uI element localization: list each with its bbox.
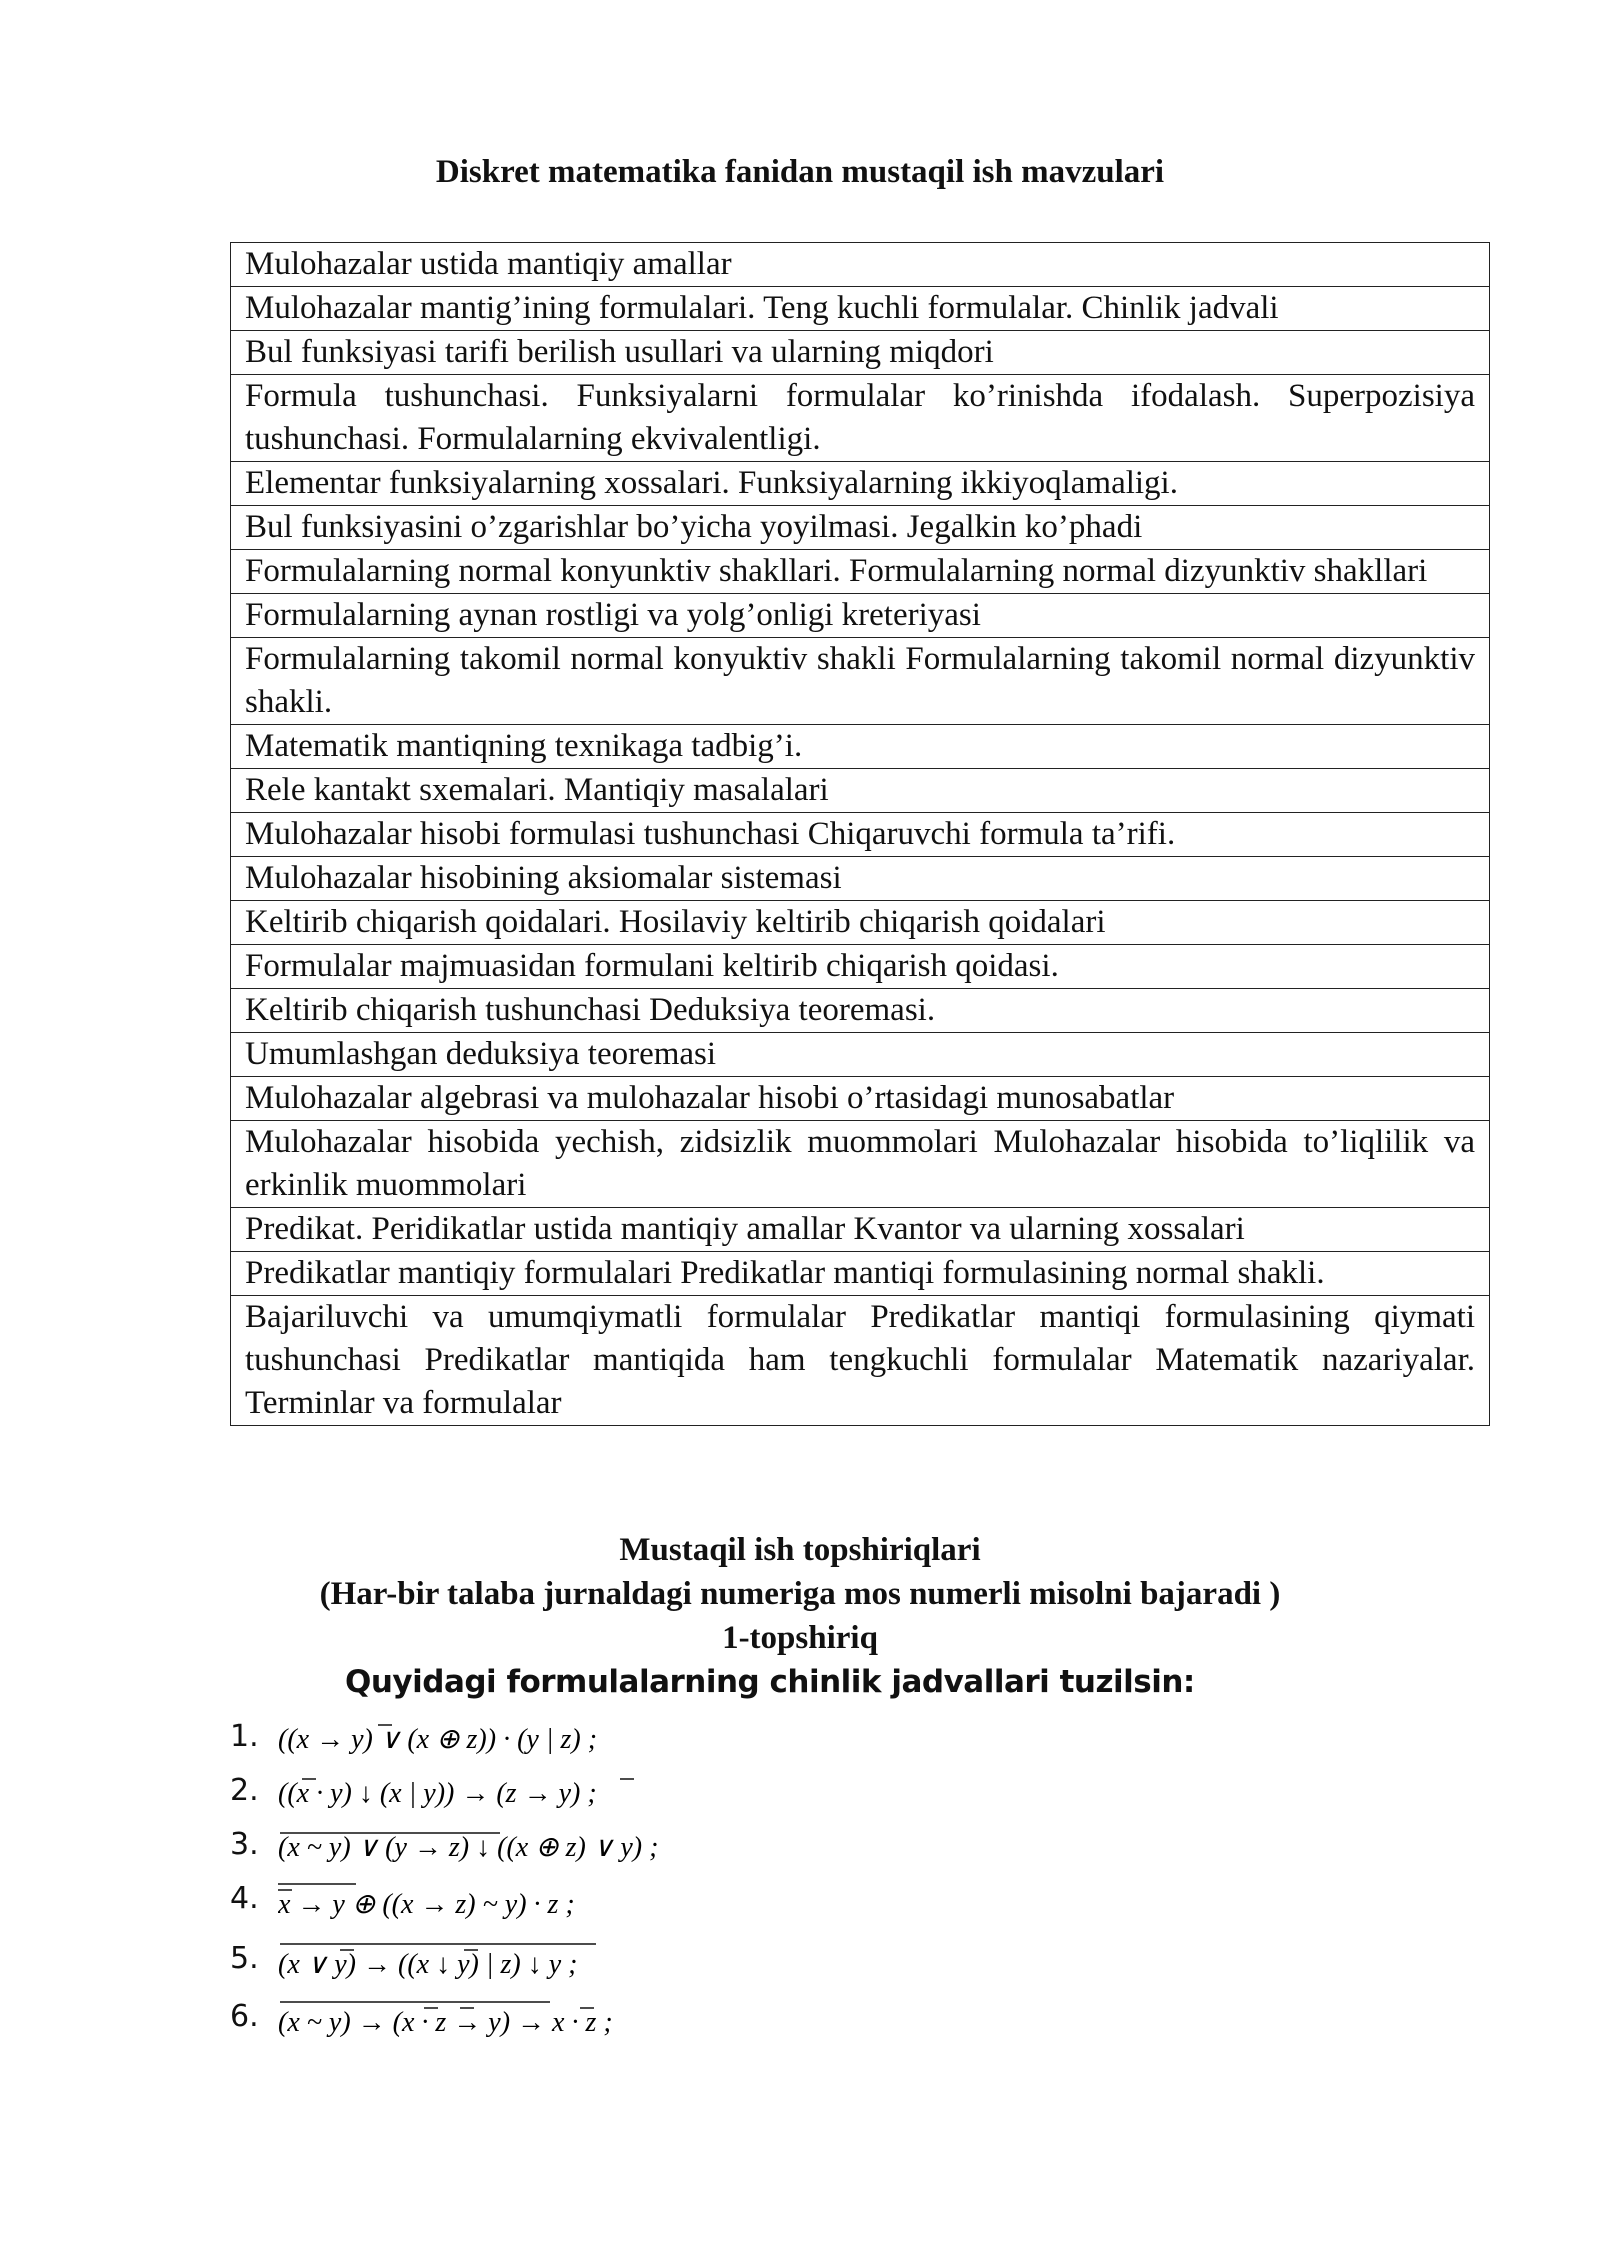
exercise-item xyxy=(230,1822,758,1867)
topic-cell: Formulalarning takomil normal konyuktiv shakli Formulalarning takomil normal dizyunktiv shakli. xyxy=(231,638,1490,725)
exercise-number: 3. xyxy=(230,1827,259,1862)
task-instruction: Quyidagi formulalarning chinlik jadvallari tuzilsin: xyxy=(345,1664,1195,1700)
exercise-number: 2. xyxy=(230,1773,259,1808)
exercise-number: 6. xyxy=(230,1999,259,2034)
table-row xyxy=(231,989,1490,1033)
table-row xyxy=(231,725,1490,769)
table-row xyxy=(231,375,1490,462)
table-row xyxy=(231,1296,1490,1426)
formula-3 xyxy=(278,1827,758,1867)
table-row xyxy=(231,769,1490,813)
svg-text:((x → y) ∨ (x ⊕ z)) · (y | z): ((x → y) ∨ (x ⊕ z)) · (y | z) ; xyxy=(278,1723,598,1755)
table-row xyxy=(231,594,1490,638)
formula-5 xyxy=(278,1938,698,1984)
table-row xyxy=(231,857,1490,901)
table-row xyxy=(231,1208,1490,1252)
topic-cell: Mulohazalar hisobining aksiomalar sistemasi xyxy=(231,857,1490,901)
topic-cell: Rele kantakt sxemalari. Mantiqiy masalalari xyxy=(231,769,1490,813)
svg-text:(x ~ y) ∨ (y → z) ↓ ((x ⊕ z) ∨: (x ~ y) ∨ (y → z) ↓ ((x ⊕ z) ∨ y) ; xyxy=(278,1831,659,1863)
topic-cell: Bajariluvchi va umumqiymatli formulalar Predikatlar mantiqi formulasining qiymati tushunchasi Predikatlar mantiqida ham tengkuchli formulalar Matematik nazariyalar. Terminlar va formulalar xyxy=(231,1296,1490,1426)
exercise-item xyxy=(230,1768,718,1813)
table-row xyxy=(231,1033,1490,1077)
table-row xyxy=(231,243,1490,287)
table-row xyxy=(231,945,1490,989)
topic-cell: Matematik mantiqning texnikaga tadbig’i. xyxy=(231,725,1490,769)
exercise-item xyxy=(230,1876,678,1924)
table-row xyxy=(231,901,1490,945)
table-row xyxy=(231,331,1490,375)
assignments-heading: Mustaqil ish topshiriqlari xyxy=(619,1532,981,1568)
table-row xyxy=(231,506,1490,550)
topic-cell: Formulalarning normal konyunktiv shakllari. Formulalarning normal dizyunktiv shakllari xyxy=(231,550,1490,594)
svg-text:x → y ⊕ ((x → z) ~ y) · z ;: x → y ⊕ ((x → z) ~ y) · z ; xyxy=(278,1888,576,1920)
topic-cell: Mulohazalar ustida mantiqiy amallar xyxy=(231,243,1490,287)
svg-text:(x ~ y) → (x · z → y) → x · z: (x ~ y) → (x · z → y) → x · z ; xyxy=(278,2006,614,2038)
table-row xyxy=(231,1252,1490,1296)
topic-cell: Predikatlar mantiqiy formulalari Predikatlar mantiqi formulasining normal shakli. xyxy=(231,1252,1490,1296)
exercise-number: 4. xyxy=(230,1881,259,1916)
topic-cell: Formulalarning aynan rostligi va yolg’onligi kreteriyasi xyxy=(231,594,1490,638)
topics-table xyxy=(230,242,1490,1426)
topic-cell: Predikat. Peridikatlar ustida mantiqiy amallar Kvantor va ularning xossalari xyxy=(231,1208,1490,1252)
table-row xyxy=(231,462,1490,506)
topic-cell: Bul funksiyasi tarifi berilish usullari va ularning miqdori xyxy=(231,331,1490,375)
topic-cell: Formula tushunchasi. Funksiyalarni formulalar ko’rinishda ifodalash. Superpozisiya tushunchasi. Formulalarning ekvivalentligi. xyxy=(231,375,1490,462)
exercise-item xyxy=(230,1936,698,1984)
task-label: 1-topshiriq xyxy=(722,1620,878,1656)
topic-cell: Mulohazalar mantig’ining formulalari. Teng kuchli formulalar. Chinlik jadvali xyxy=(231,287,1490,331)
topic-cell: Keltirib chiqarish tushunchasi Deduksiya teoremasi. xyxy=(231,989,1490,1033)
topic-cell: Mulohazalar hisobi formulasi tushunchasi Chiqaruvchi formula ta’rifi. xyxy=(231,813,1490,857)
svg-text:((x · y) ↓ (x | y)) → (z → y): ((x · y) ↓ (x | y)) → (z → y) ; xyxy=(278,1777,598,1809)
formula-4 xyxy=(278,1878,678,1924)
table-row xyxy=(231,550,1490,594)
topic-cell: Keltirib chiqarish qoidalari. Hosilaviy keltirib chiqarish qoidalari xyxy=(231,901,1490,945)
topic-cell: Elementar funksiyalarning xossalari. Funksiyalarning ikkiyoqlamaligi. xyxy=(231,462,1490,506)
assignments-note: (Har-bir talaba jurnaldagi numeriga mos numerli misolni bajaradi ) xyxy=(319,1576,1281,1612)
exercise-item xyxy=(230,1994,698,2042)
document-title: Diskret matematika fanidan mustaqil ish mavzulari xyxy=(435,154,1165,190)
table-row xyxy=(231,1077,1490,1121)
formula-1 xyxy=(278,1719,698,1759)
topic-cell: Umumlashgan deduksiya teoremasi xyxy=(231,1033,1490,1077)
exercise-number: 1. xyxy=(230,1719,259,1754)
topic-cell: Mulohazalar hisobida yechish, zidsizlik muommolari Mulohazalar hisobida to’liqlilik va erkinlik muommolari xyxy=(231,1121,1490,1208)
table-row xyxy=(231,1121,1490,1208)
topic-cell: Bul funksiyasini o’zgarishlar bo’yicha yoyilmasi. Jegalkin ko’phadi xyxy=(231,506,1490,550)
svg-text:(x ∨ y) → ((x ↓ y) | z) ↓ y ;: (x ∨ y) → ((x ↓ y) | z) ↓ y ; xyxy=(278,1948,578,1980)
table-row xyxy=(231,813,1490,857)
table-row xyxy=(231,638,1490,725)
exercise-number: 5. xyxy=(230,1941,259,1976)
topic-cell: Formulalar majmuasidan formulani keltirib chiqarish qoidasi. xyxy=(231,945,1490,989)
topic-cell: Mulohazalar algebrasi va mulohazalar hisobi o’rtasidagi munosabatlar xyxy=(231,1077,1490,1121)
formula-2 xyxy=(278,1773,718,1813)
exercise-item xyxy=(230,1714,698,1759)
formula-6 xyxy=(278,1996,698,2042)
table-row xyxy=(231,287,1490,331)
